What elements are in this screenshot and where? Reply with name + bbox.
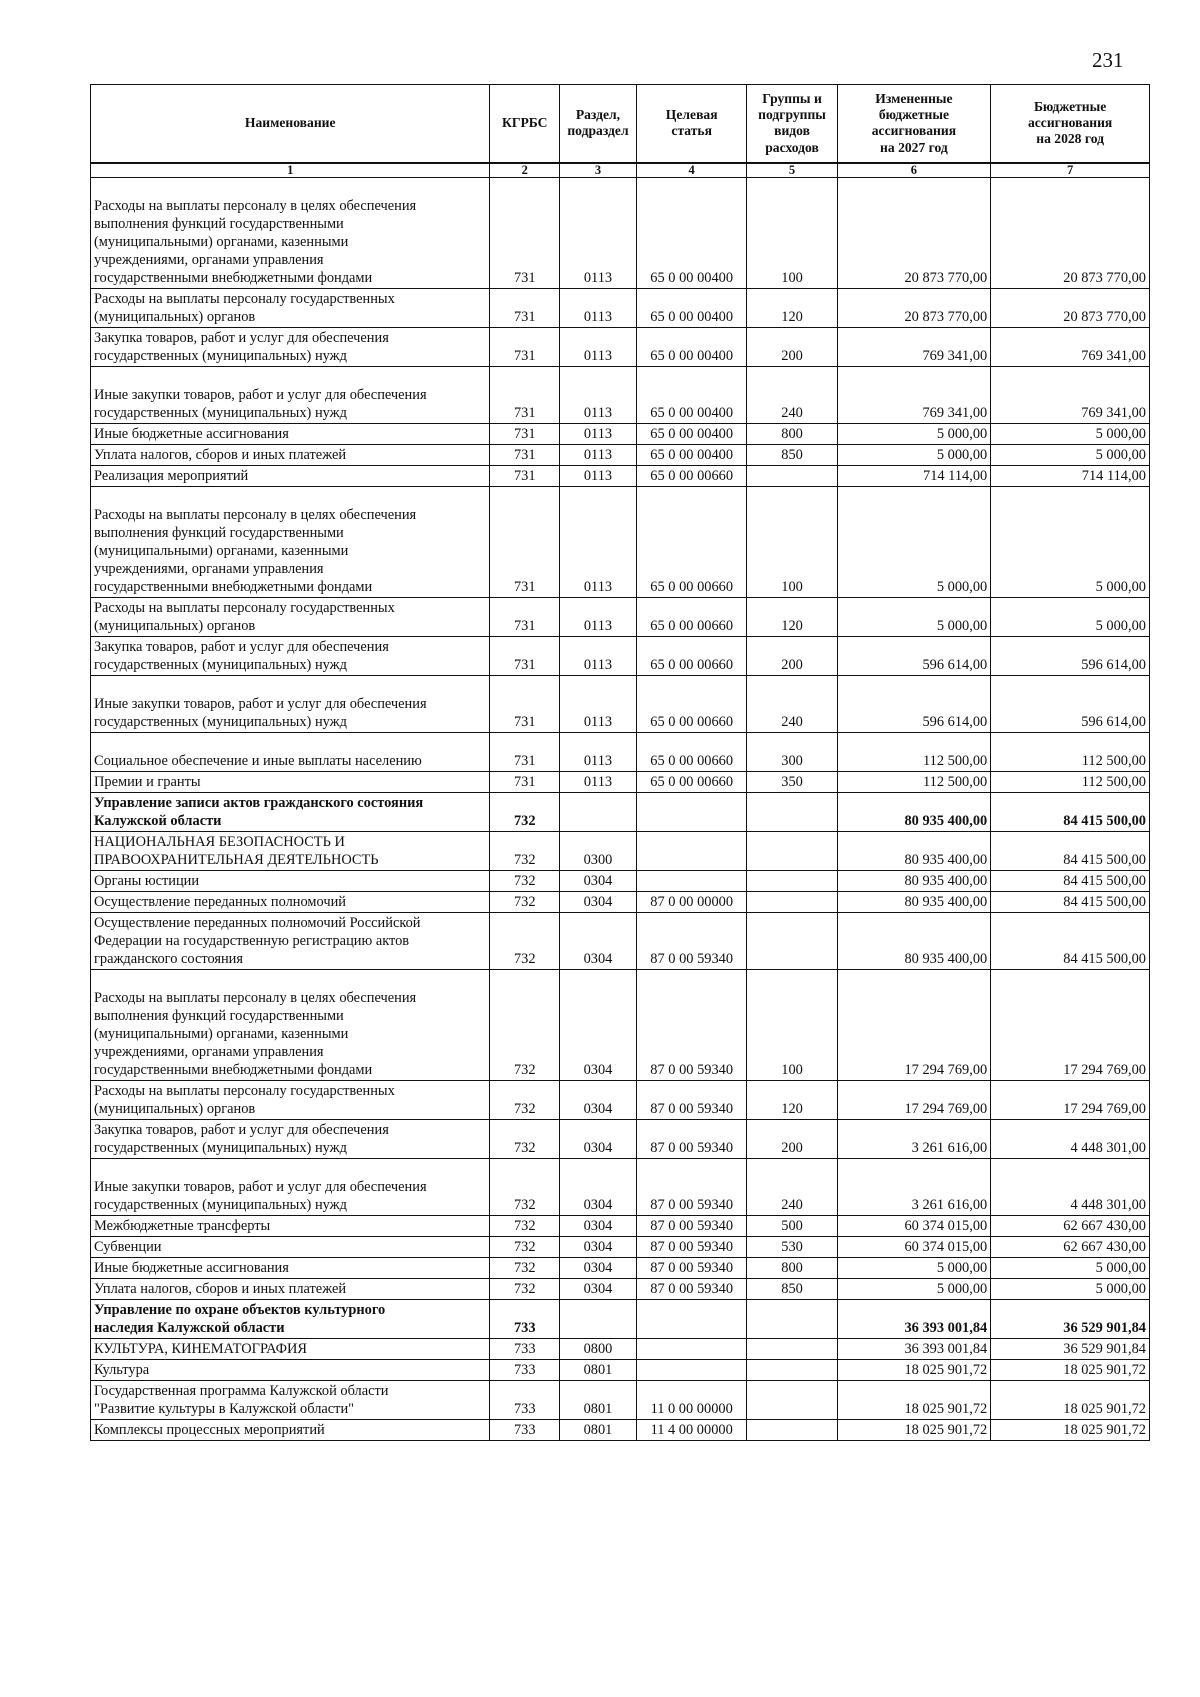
cell-statya — [636, 793, 747, 832]
cell-amount-2028: 17 294 769,00 — [991, 1081, 1150, 1120]
cell-name: Расходы на выплаты персоналу в целях обеспечения выполнения функций государственными (муниципальными) органами, казенными учреждениями, органами управления государственными внебюджетными фондами — [91, 178, 490, 289]
cell-kgrbs: 732 — [490, 913, 560, 970]
cell-amount-2027: 5 000,00 — [837, 424, 991, 445]
column-number-row — [91, 163, 1150, 178]
cell-vid: 240 — [747, 1159, 837, 1216]
cell-razdel — [560, 1300, 637, 1339]
cell-statya: 65 0 00 00400 — [636, 328, 747, 367]
cell-amount-2027: 112 500,00 — [837, 733, 991, 772]
cell-razdel: 0113 — [560, 445, 637, 466]
cell-kgrbs: 733 — [490, 1360, 560, 1381]
cell-amount-2028: 18 025 901,72 — [991, 1381, 1150, 1420]
cell-amount-2028: 17 294 769,00 — [991, 970, 1150, 1081]
cell-vid: 350 — [747, 772, 837, 793]
table-row — [91, 676, 1150, 733]
cell-razdel: 0113 — [560, 598, 637, 637]
cell-razdel: 0304 — [560, 1120, 637, 1159]
cell-kgrbs: 732 — [490, 871, 560, 892]
cell-name: Расходы на выплаты персоналу в целях обеспечения выполнения функций государственными (муниципальными) органами, казенными учреждениями, органами управления государственными внебюджетными фондами — [91, 487, 490, 598]
cell-vid: 850 — [747, 445, 837, 466]
cell-vid — [747, 793, 837, 832]
cell-name: Иные закупки товаров, работ и услуг для обеспечения государственных (муниципальных) нужд — [91, 1159, 490, 1216]
cell-kgrbs: 731 — [490, 772, 560, 793]
cell-vid: 100 — [747, 970, 837, 1081]
cell-statya: 87 0 00 00000 — [636, 892, 747, 913]
cell-amount-2028: 84 415 500,00 — [991, 892, 1150, 913]
cell-vid — [747, 1339, 837, 1360]
cell-amount-2028: 84 415 500,00 — [991, 913, 1150, 970]
cell-amount-2028: 4 448 301,00 — [991, 1120, 1150, 1159]
cell-statya: 87 0 00 59340 — [636, 970, 747, 1081]
cell-statya: 87 0 00 59340 — [636, 1120, 747, 1159]
cell-statya: 65 0 00 00660 — [636, 772, 747, 793]
cell-razdel: 0304 — [560, 1279, 637, 1300]
cell-name: Межбюджетные трансферты — [91, 1216, 490, 1237]
column-number: 5 — [747, 163, 837, 178]
cell-razdel: 0113 — [560, 772, 637, 793]
cell-amount-2028: 4 448 301,00 — [991, 1159, 1150, 1216]
cell-amount-2027: 17 294 769,00 — [837, 970, 991, 1081]
cell-name: Культура — [91, 1360, 490, 1381]
table-row — [91, 289, 1150, 328]
cell-vid: 240 — [747, 367, 837, 424]
cell-name: Расходы на выплаты персоналу государственных (муниципальных) органов — [91, 598, 490, 637]
cell-amount-2027: 596 614,00 — [837, 676, 991, 733]
cell-statya: 11 4 00 00000 — [636, 1420, 747, 1441]
cell-amount-2027: 3 261 616,00 — [837, 1159, 991, 1216]
cell-statya: 87 0 00 59340 — [636, 913, 747, 970]
cell-kgrbs: 732 — [490, 970, 560, 1081]
cell-vid: 100 — [747, 487, 837, 598]
cell-razdel: 0300 — [560, 832, 637, 871]
cell-vid: 200 — [747, 637, 837, 676]
column-number: 2 — [490, 163, 560, 178]
cell-amount-2028: 18 025 901,72 — [991, 1420, 1150, 1441]
cell-kgrbs: 732 — [490, 1237, 560, 1258]
cell-kgrbs: 731 — [490, 445, 560, 466]
cell-amount-2027: 3 261 616,00 — [837, 1120, 991, 1159]
table-row — [91, 892, 1150, 913]
cell-amount-2028: 84 415 500,00 — [991, 871, 1150, 892]
cell-amount-2027: 769 341,00 — [837, 367, 991, 424]
cell-amount-2027: 80 935 400,00 — [837, 793, 991, 832]
cell-name: Осуществление переданных полномочий — [91, 892, 490, 913]
cell-kgrbs: 733 — [490, 1339, 560, 1360]
table-row — [91, 913, 1150, 970]
cell-name: Закупка товаров, работ и услуг для обеспечения государственных (муниципальных) нужд — [91, 1120, 490, 1159]
column-number: 4 — [636, 163, 747, 178]
cell-name: Расходы на выплаты персоналу государственных (муниципальных) органов — [91, 1081, 490, 1120]
cell-kgrbs: 731 — [490, 598, 560, 637]
column-number: 7 — [991, 163, 1150, 178]
cell-statya: 87 0 00 59340 — [636, 1216, 747, 1237]
cell-kgrbs: 732 — [490, 832, 560, 871]
table-row — [91, 1081, 1150, 1120]
cell-kgrbs: 731 — [490, 733, 560, 772]
cell-razdel: 0304 — [560, 1237, 637, 1258]
cell-kgrbs: 733 — [490, 1381, 560, 1420]
cell-kgrbs: 732 — [490, 1081, 560, 1120]
cell-razdel — [560, 793, 637, 832]
cell-kgrbs: 732 — [490, 1258, 560, 1279]
cell-razdel: 0113 — [560, 424, 637, 445]
cell-name: Иные закупки товаров, работ и услуг для обеспечения государственных (муниципальных) нужд — [91, 676, 490, 733]
cell-amount-2027: 80 935 400,00 — [837, 832, 991, 871]
cell-amount-2027: 769 341,00 — [837, 328, 991, 367]
cell-kgrbs: 731 — [490, 424, 560, 445]
cell-amount-2028: 112 500,00 — [991, 772, 1150, 793]
cell-kgrbs: 732 — [490, 793, 560, 832]
cell-razdel: 0113 — [560, 466, 637, 487]
cell-kgrbs: 732 — [490, 1279, 560, 1300]
cell-kgrbs: 731 — [490, 637, 560, 676]
cell-statya: 65 0 00 00660 — [636, 466, 747, 487]
cell-amount-2028: 5 000,00 — [991, 598, 1150, 637]
cell-amount-2027: 5 000,00 — [837, 445, 991, 466]
cell-kgrbs: 731 — [490, 289, 560, 328]
cell-razdel: 0304 — [560, 871, 637, 892]
cell-amount-2027: 18 025 901,72 — [837, 1381, 991, 1420]
table-row — [91, 1279, 1150, 1300]
table-row — [91, 637, 1150, 676]
cell-amount-2027: 5 000,00 — [837, 598, 991, 637]
cell-statya: 87 0 00 59340 — [636, 1279, 747, 1300]
table-row — [91, 1237, 1150, 1258]
cell-name: Иные бюджетные ассигнования — [91, 1258, 490, 1279]
cell-statya: 87 0 00 59340 — [636, 1237, 747, 1258]
cell-razdel: 0113 — [560, 487, 637, 598]
cell-statya: 11 0 00 00000 — [636, 1381, 747, 1420]
cell-vid: 850 — [747, 1279, 837, 1300]
table-row — [91, 367, 1150, 424]
cell-amount-2028: 62 667 430,00 — [991, 1216, 1150, 1237]
table-row — [91, 178, 1150, 289]
cell-razdel: 0113 — [560, 676, 637, 733]
column-number: 3 — [560, 163, 637, 178]
cell-razdel: 0113 — [560, 733, 637, 772]
cell-razdel: 0304 — [560, 970, 637, 1081]
cell-amount-2027: 112 500,00 — [837, 772, 991, 793]
page-number: 231 — [1092, 48, 1124, 72]
cell-name: Уплата налогов, сборов и иных платежей — [91, 445, 490, 466]
cell-vid — [747, 913, 837, 970]
cell-statya: 65 0 00 00660 — [636, 676, 747, 733]
cell-statya: 65 0 00 00660 — [636, 598, 747, 637]
header-vid: Группы и подгруппы видов расходов — [747, 85, 837, 163]
cell-vid: 100 — [747, 178, 837, 289]
cell-name: Управление по охране объектов культурного наследия Калужской области — [91, 1300, 490, 1339]
cell-kgrbs: 732 — [490, 1216, 560, 1237]
cell-vid: 120 — [747, 1081, 837, 1120]
cell-razdel: 0113 — [560, 289, 637, 328]
cell-kgrbs: 731 — [490, 487, 560, 598]
cell-kgrbs: 732 — [490, 892, 560, 913]
cell-statya: 65 0 00 00400 — [636, 178, 747, 289]
table-row — [91, 598, 1150, 637]
cell-razdel: 0113 — [560, 178, 637, 289]
cell-amount-2028: 714 114,00 — [991, 466, 1150, 487]
cell-vid: 200 — [747, 328, 837, 367]
cell-vid — [747, 1300, 837, 1339]
header-2028: Бюджетные ассигнования на 2028 год — [991, 85, 1150, 163]
cell-amount-2027: 80 935 400,00 — [837, 913, 991, 970]
table-row — [91, 1159, 1150, 1216]
cell-amount-2028: 5 000,00 — [991, 445, 1150, 466]
cell-name: Государственная программа Калужской области "Развитие культуры в Калужской области" — [91, 1381, 490, 1420]
cell-vid: 200 — [747, 1120, 837, 1159]
table-row — [91, 871, 1150, 892]
cell-statya — [636, 1339, 747, 1360]
cell-amount-2028: 769 341,00 — [991, 328, 1150, 367]
cell-razdel: 0801 — [560, 1420, 637, 1441]
cell-amount-2027: 80 935 400,00 — [837, 871, 991, 892]
cell-name: Расходы на выплаты персоналу в целях обеспечения выполнения функций государственными (муниципальными) органами, казенными учреждениями, органами управления государственными внебюджетными фондами — [91, 970, 490, 1081]
cell-statya — [636, 832, 747, 871]
table-row — [91, 466, 1150, 487]
cell-kgrbs: 732 — [490, 1159, 560, 1216]
cell-kgrbs: 731 — [490, 676, 560, 733]
header-kgrbs: КГРБС — [490, 85, 560, 163]
cell-amount-2028: 5 000,00 — [991, 1279, 1150, 1300]
cell-amount-2028: 84 415 500,00 — [991, 793, 1150, 832]
cell-statya — [636, 871, 747, 892]
cell-amount-2027: 60 374 015,00 — [837, 1216, 991, 1237]
table-row — [91, 1420, 1150, 1441]
cell-vid: 500 — [747, 1216, 837, 1237]
cell-amount-2028: 596 614,00 — [991, 676, 1150, 733]
cell-statya: 65 0 00 00400 — [636, 289, 747, 328]
cell-amount-2028: 18 025 901,72 — [991, 1360, 1150, 1381]
cell-statya: 87 0 00 59340 — [636, 1258, 747, 1279]
cell-vid — [747, 892, 837, 913]
header-2027: Измененные бюджетные ассигнования на 2027 год — [837, 85, 991, 163]
cell-vid: 800 — [747, 1258, 837, 1279]
cell-amount-2027: 5 000,00 — [837, 1279, 991, 1300]
cell-amount-2027: 596 614,00 — [837, 637, 991, 676]
cell-amount-2027: 60 374 015,00 — [837, 1237, 991, 1258]
table-row — [91, 1360, 1150, 1381]
cell-razdel: 0800 — [560, 1339, 637, 1360]
cell-vid — [747, 832, 837, 871]
cell-amount-2027: 18 025 901,72 — [837, 1360, 991, 1381]
cell-statya: 65 0 00 00660 — [636, 637, 747, 676]
cell-vid: 120 — [747, 598, 837, 637]
cell-vid: 120 — [747, 289, 837, 328]
cell-statya: 65 0 00 00400 — [636, 445, 747, 466]
cell-razdel: 0801 — [560, 1381, 637, 1420]
table-row — [91, 1120, 1150, 1159]
cell-vid — [747, 466, 837, 487]
cell-amount-2028: 112 500,00 — [991, 733, 1150, 772]
cell-statya: 65 0 00 00400 — [636, 424, 747, 445]
cell-name: НАЦИОНАЛЬНАЯ БЕЗОПАСНОСТЬ И ПРАВООХРАНИТЕЛЬНАЯ ДЕЯТЕЛЬНОСТЬ — [91, 832, 490, 871]
cell-vid: 800 — [747, 424, 837, 445]
cell-amount-2027: 5 000,00 — [837, 1258, 991, 1279]
cell-kgrbs: 731 — [490, 178, 560, 289]
cell-name: Реализация мероприятий — [91, 466, 490, 487]
table-row — [91, 424, 1150, 445]
table-row — [91, 970, 1150, 1081]
cell-kgrbs: 733 — [490, 1420, 560, 1441]
cell-statya: 65 0 00 00660 — [636, 733, 747, 772]
cell-statya: 87 0 00 59340 — [636, 1081, 747, 1120]
budget-table — [90, 84, 1150, 1441]
cell-name: Осуществление переданных полномочий Российской Федерации на государственную регистрацию актов гражданского состояния — [91, 913, 490, 970]
cell-name: Иные закупки товаров, работ и услуг для обеспечения государственных (муниципальных) нужд — [91, 367, 490, 424]
cell-statya — [636, 1300, 747, 1339]
header-name: Наименование — [91, 85, 490, 163]
cell-amount-2028: 596 614,00 — [991, 637, 1150, 676]
cell-name: Расходы на выплаты персоналу государственных (муниципальных) органов — [91, 289, 490, 328]
cell-amount-2027: 20 873 770,00 — [837, 289, 991, 328]
cell-amount-2028: 62 667 430,00 — [991, 1237, 1150, 1258]
cell-statya — [636, 1360, 747, 1381]
cell-amount-2028: 5 000,00 — [991, 1258, 1150, 1279]
cell-amount-2027: 20 873 770,00 — [837, 178, 991, 289]
cell-amount-2027: 714 114,00 — [837, 466, 991, 487]
cell-name: Управление записи актов гражданского состояния Калужской области — [91, 793, 490, 832]
cell-kgrbs: 732 — [490, 1120, 560, 1159]
cell-statya: 65 0 00 00400 — [636, 367, 747, 424]
cell-vid — [747, 1360, 837, 1381]
cell-statya: 87 0 00 59340 — [636, 1159, 747, 1216]
cell-name: Премии и гранты — [91, 772, 490, 793]
cell-amount-2028: 36 529 901,84 — [991, 1300, 1150, 1339]
cell-razdel: 0113 — [560, 328, 637, 367]
column-number: 6 — [837, 163, 991, 178]
cell-vid — [747, 1420, 837, 1441]
cell-kgrbs: 733 — [490, 1300, 560, 1339]
cell-name: КУЛЬТУРА, КИНЕМАТОГРАФИЯ — [91, 1339, 490, 1360]
table-row — [91, 793, 1150, 832]
cell-razdel: 0304 — [560, 892, 637, 913]
cell-razdel: 0113 — [560, 637, 637, 676]
header-razdel: Раздел, подраздел — [560, 85, 637, 163]
cell-vid: 530 — [747, 1237, 837, 1258]
table-row — [91, 733, 1150, 772]
cell-amount-2028: 5 000,00 — [991, 487, 1150, 598]
cell-name: Уплата налогов, сборов и иных платежей — [91, 1279, 490, 1300]
cell-amount-2027: 18 025 901,72 — [837, 1420, 991, 1441]
table-row — [91, 445, 1150, 466]
table-row — [91, 772, 1150, 793]
cell-name: Комплексы процессных мероприятий — [91, 1420, 490, 1441]
table-body — [91, 178, 1150, 1441]
cell-name: Субвенции — [91, 1237, 490, 1258]
cell-razdel: 0304 — [560, 913, 637, 970]
cell-amount-2027: 36 393 001,84 — [837, 1300, 991, 1339]
cell-kgrbs: 731 — [490, 328, 560, 367]
cell-amount-2027: 5 000,00 — [837, 487, 991, 598]
cell-name: Иные бюджетные ассигнования — [91, 424, 490, 445]
table-row — [91, 1300, 1150, 1339]
cell-razdel: 0304 — [560, 1081, 637, 1120]
cell-razdel: 0113 — [560, 367, 637, 424]
cell-vid: 300 — [747, 733, 837, 772]
cell-amount-2028: 5 000,00 — [991, 424, 1150, 445]
table-row — [91, 328, 1150, 367]
cell-kgrbs: 731 — [490, 367, 560, 424]
table-row — [91, 1216, 1150, 1237]
table-row — [91, 1258, 1150, 1279]
cell-amount-2027: 80 935 400,00 — [837, 892, 991, 913]
cell-name: Органы юстиции — [91, 871, 490, 892]
cell-amount-2028: 20 873 770,00 — [991, 178, 1150, 289]
table-row — [91, 1381, 1150, 1420]
cell-amount-2028: 36 529 901,84 — [991, 1339, 1150, 1360]
cell-razdel: 0304 — [560, 1216, 637, 1237]
cell-razdel: 0304 — [560, 1258, 637, 1279]
cell-amount-2028: 20 873 770,00 — [991, 289, 1150, 328]
cell-statya: 65 0 00 00660 — [636, 487, 747, 598]
cell-name: Закупка товаров, работ и услуг для обеспечения государственных (муниципальных) нужд — [91, 637, 490, 676]
table-row — [91, 487, 1150, 598]
cell-vid: 240 — [747, 676, 837, 733]
header-statya: Целевая статья — [636, 85, 747, 163]
cell-vid — [747, 1381, 837, 1420]
cell-name: Социальное обеспечение и иные выплаты населению — [91, 733, 490, 772]
cell-razdel: 0801 — [560, 1360, 637, 1381]
table-row — [91, 1339, 1150, 1360]
cell-name: Закупка товаров, работ и услуг для обеспечения государственных (муниципальных) нужд — [91, 328, 490, 367]
cell-amount-2027: 17 294 769,00 — [837, 1081, 991, 1120]
column-number: 1 — [91, 163, 490, 178]
cell-razdel: 0304 — [560, 1159, 637, 1216]
cell-amount-2028: 769 341,00 — [991, 367, 1150, 424]
table-header-row — [91, 85, 1150, 163]
cell-kgrbs: 731 — [490, 466, 560, 487]
cell-amount-2028: 84 415 500,00 — [991, 832, 1150, 871]
cell-amount-2027: 36 393 001,84 — [837, 1339, 991, 1360]
cell-vid — [747, 871, 837, 892]
table-row — [91, 832, 1150, 871]
